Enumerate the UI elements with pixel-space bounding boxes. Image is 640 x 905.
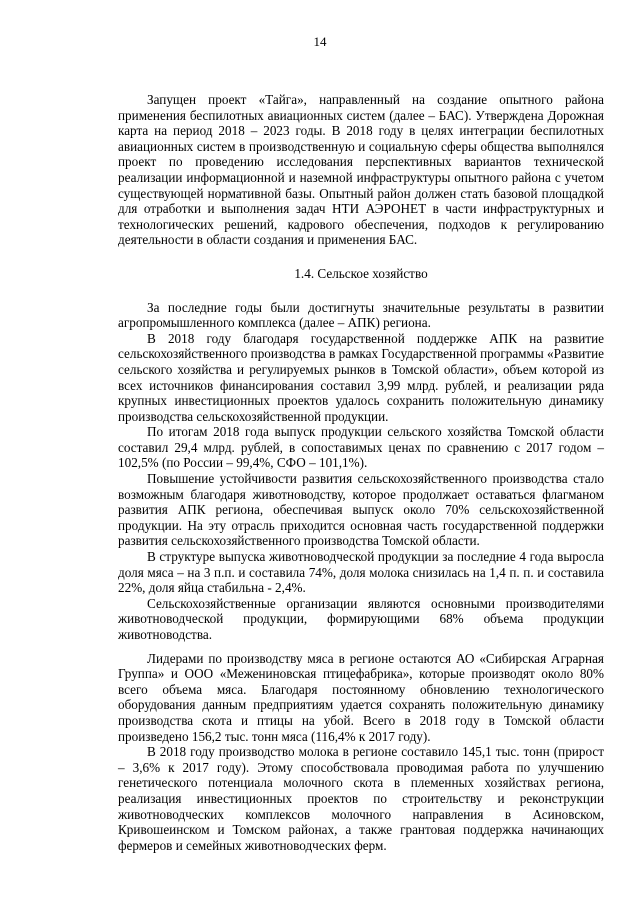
- intro-paragraph: Запущен проект «Тайга», направленный на создание опытного района применения беспилотных авиационных систем (далее – БАС). Утверждена Дорожная карта на период 2018 – 2023 годы. В 2018 году в целях интеграции беспилотных авиационных систем в производственную и социальную сферы общества выполнялся проект по проведению исследования перспективных вариантов технической реализации информационной и наземной инфраструктуры опытного района с учетом существующей нормативной базы. Опытный район должен стать базовой площадкой для отработки и выполнения задач НТИ АЭРОНЕТ в части инфраструктурных и технологических решений, кадрового обеспечения, подходов к регулированию деятельности в области создания и применения БАС.: [118, 92, 604, 248]
- page-number: 14: [313, 34, 327, 49]
- paragraph-milk-production: В 2018 году производство молока в регионе составило 145,1 тыс. тонн (прирост – 3,6% к 2017 году). Этому способствовала проводимая работа по улучшению генетического потенциала молочного скота в племенных хозяйствах региона, реализация инвестиционных проектов по строительству и реконструкции животноводческих комплексов молочного направления в Асиновском, Кривошеинском и Томском районах, а также грантовая поддержка начинающих фермеров и семейных животноводческих ферм.: [118, 744, 604, 853]
- document-body: [118, 92, 604, 853]
- paragraph-output-2018: По итогам 2018 года выпуск продукции сельского хозяйства Томской области составил 29,4 млрд. рублей, в сопоставимых ценах по сравнению с 2017 годом – 102,5% (по России – 99,4%, СФО – 101,1%).: [118, 424, 604, 471]
- paragraph-livestock-structure: В структуре выпуска животноводческой продукции за последние 4 года выросла доля мяса – на 3 п.п. и составила 74%, доля молока снизилась на 1,4 п. п. и составила 22%, доля яйца стабильна - 2,4%.: [118, 549, 604, 596]
- section-heading: 1.4. Сельское хозяйство: [294, 265, 428, 281]
- paragraph-agri-organizations: Сельскохозяйственные организации являются основными производителями животноводческой продукции, формирующими 68% объема продукции животноводства.: [118, 595, 604, 642]
- paragraph-livestock-flagship: Повышение устойчивости развития сельскохозяйственного производства стало возможным благодаря животноводству, которое продолжает оставаться флагманом развития АПК региона, обеспечивая выпуск около 70% сельскохозяйственной продукции. На эту отрасль приходится основная часть государственной поддержки развития сельскохозяйственного производства Томской области.: [118, 471, 604, 549]
- paragraph-meat-leaders: Лидерами по производству мяса в регионе остаются АО «Сибирская Аграрная Группа» и ООО «Межениновская птицефабрика», которые производят около 80% всего объема мяса. Благодаря постоянному обновлению технологического оборудования данным предприятиям удается сохранять положительную динамику производства скота и птицы на убой. Всего в 2018 году в Томской области произведено 156,2 тыс. тонн мяса (116,4% к 2017 году).: [118, 650, 604, 744]
- paragraph-apk-results: За последние годы были достигнуты значительные результаты в развитии агропромышленного комплекса (далее – АПК) региона.: [118, 299, 604, 331]
- paragraph-state-support: В 2018 году благодаря государственной поддержке АПК на развитие сельскохозяйственного производства в рамках Государственной программы «Развитие сельского хозяйства и регулируемых рынков в Томской области», объем которой из всех источников финансирования составил 3,99 млрд. рублей, и реализации ряда крупных инвестиционных проектов удалось сохранить положительную динамику производства сельскохозяйственной продукции.: [118, 330, 604, 424]
